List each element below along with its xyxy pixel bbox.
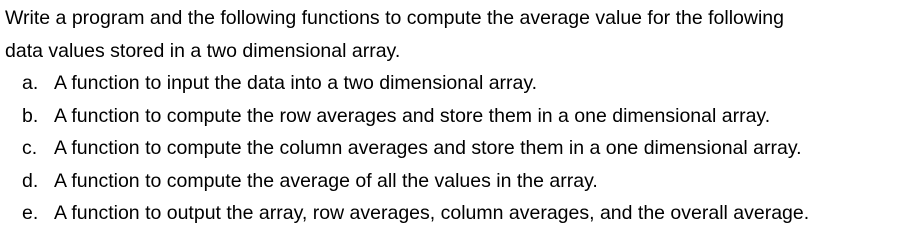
list-item-text: A function to input the data into a two dimensional array. bbox=[54, 72, 538, 94]
requirements-list bbox=[0, 67, 809, 230]
list-marker: a. bbox=[22, 72, 39, 94]
intro-paragraph bbox=[5, 2, 910, 67]
list-marker: e. bbox=[22, 202, 39, 224]
list-item-c bbox=[0, 132, 809, 165]
list-item-e bbox=[0, 197, 809, 230]
list-item-text: A function to output the array, row averages, column averages, and the overall average. bbox=[54, 202, 810, 224]
list-item-text: A function to compute the column averages and store them in a one dimensional array. bbox=[54, 137, 802, 159]
list-marker: b. bbox=[22, 104, 39, 127]
list-item-b bbox=[0, 100, 809, 133]
list-item-d bbox=[0, 165, 809, 198]
list-item-text: A function to compute the average of all the values in the array. bbox=[54, 169, 598, 192]
list-marker: d. bbox=[22, 169, 39, 192]
list-marker: c. bbox=[22, 137, 38, 159]
intro-line-2: data values stored in a two dimensional array. bbox=[5, 39, 401, 62]
list-item-a bbox=[0, 67, 809, 100]
intro-line-1: Write a program and the following functions to compute the average value for the following bbox=[5, 7, 785, 29]
list-item-text: A function to compute the row averages and store them in a one dimensional array. bbox=[54, 104, 771, 127]
